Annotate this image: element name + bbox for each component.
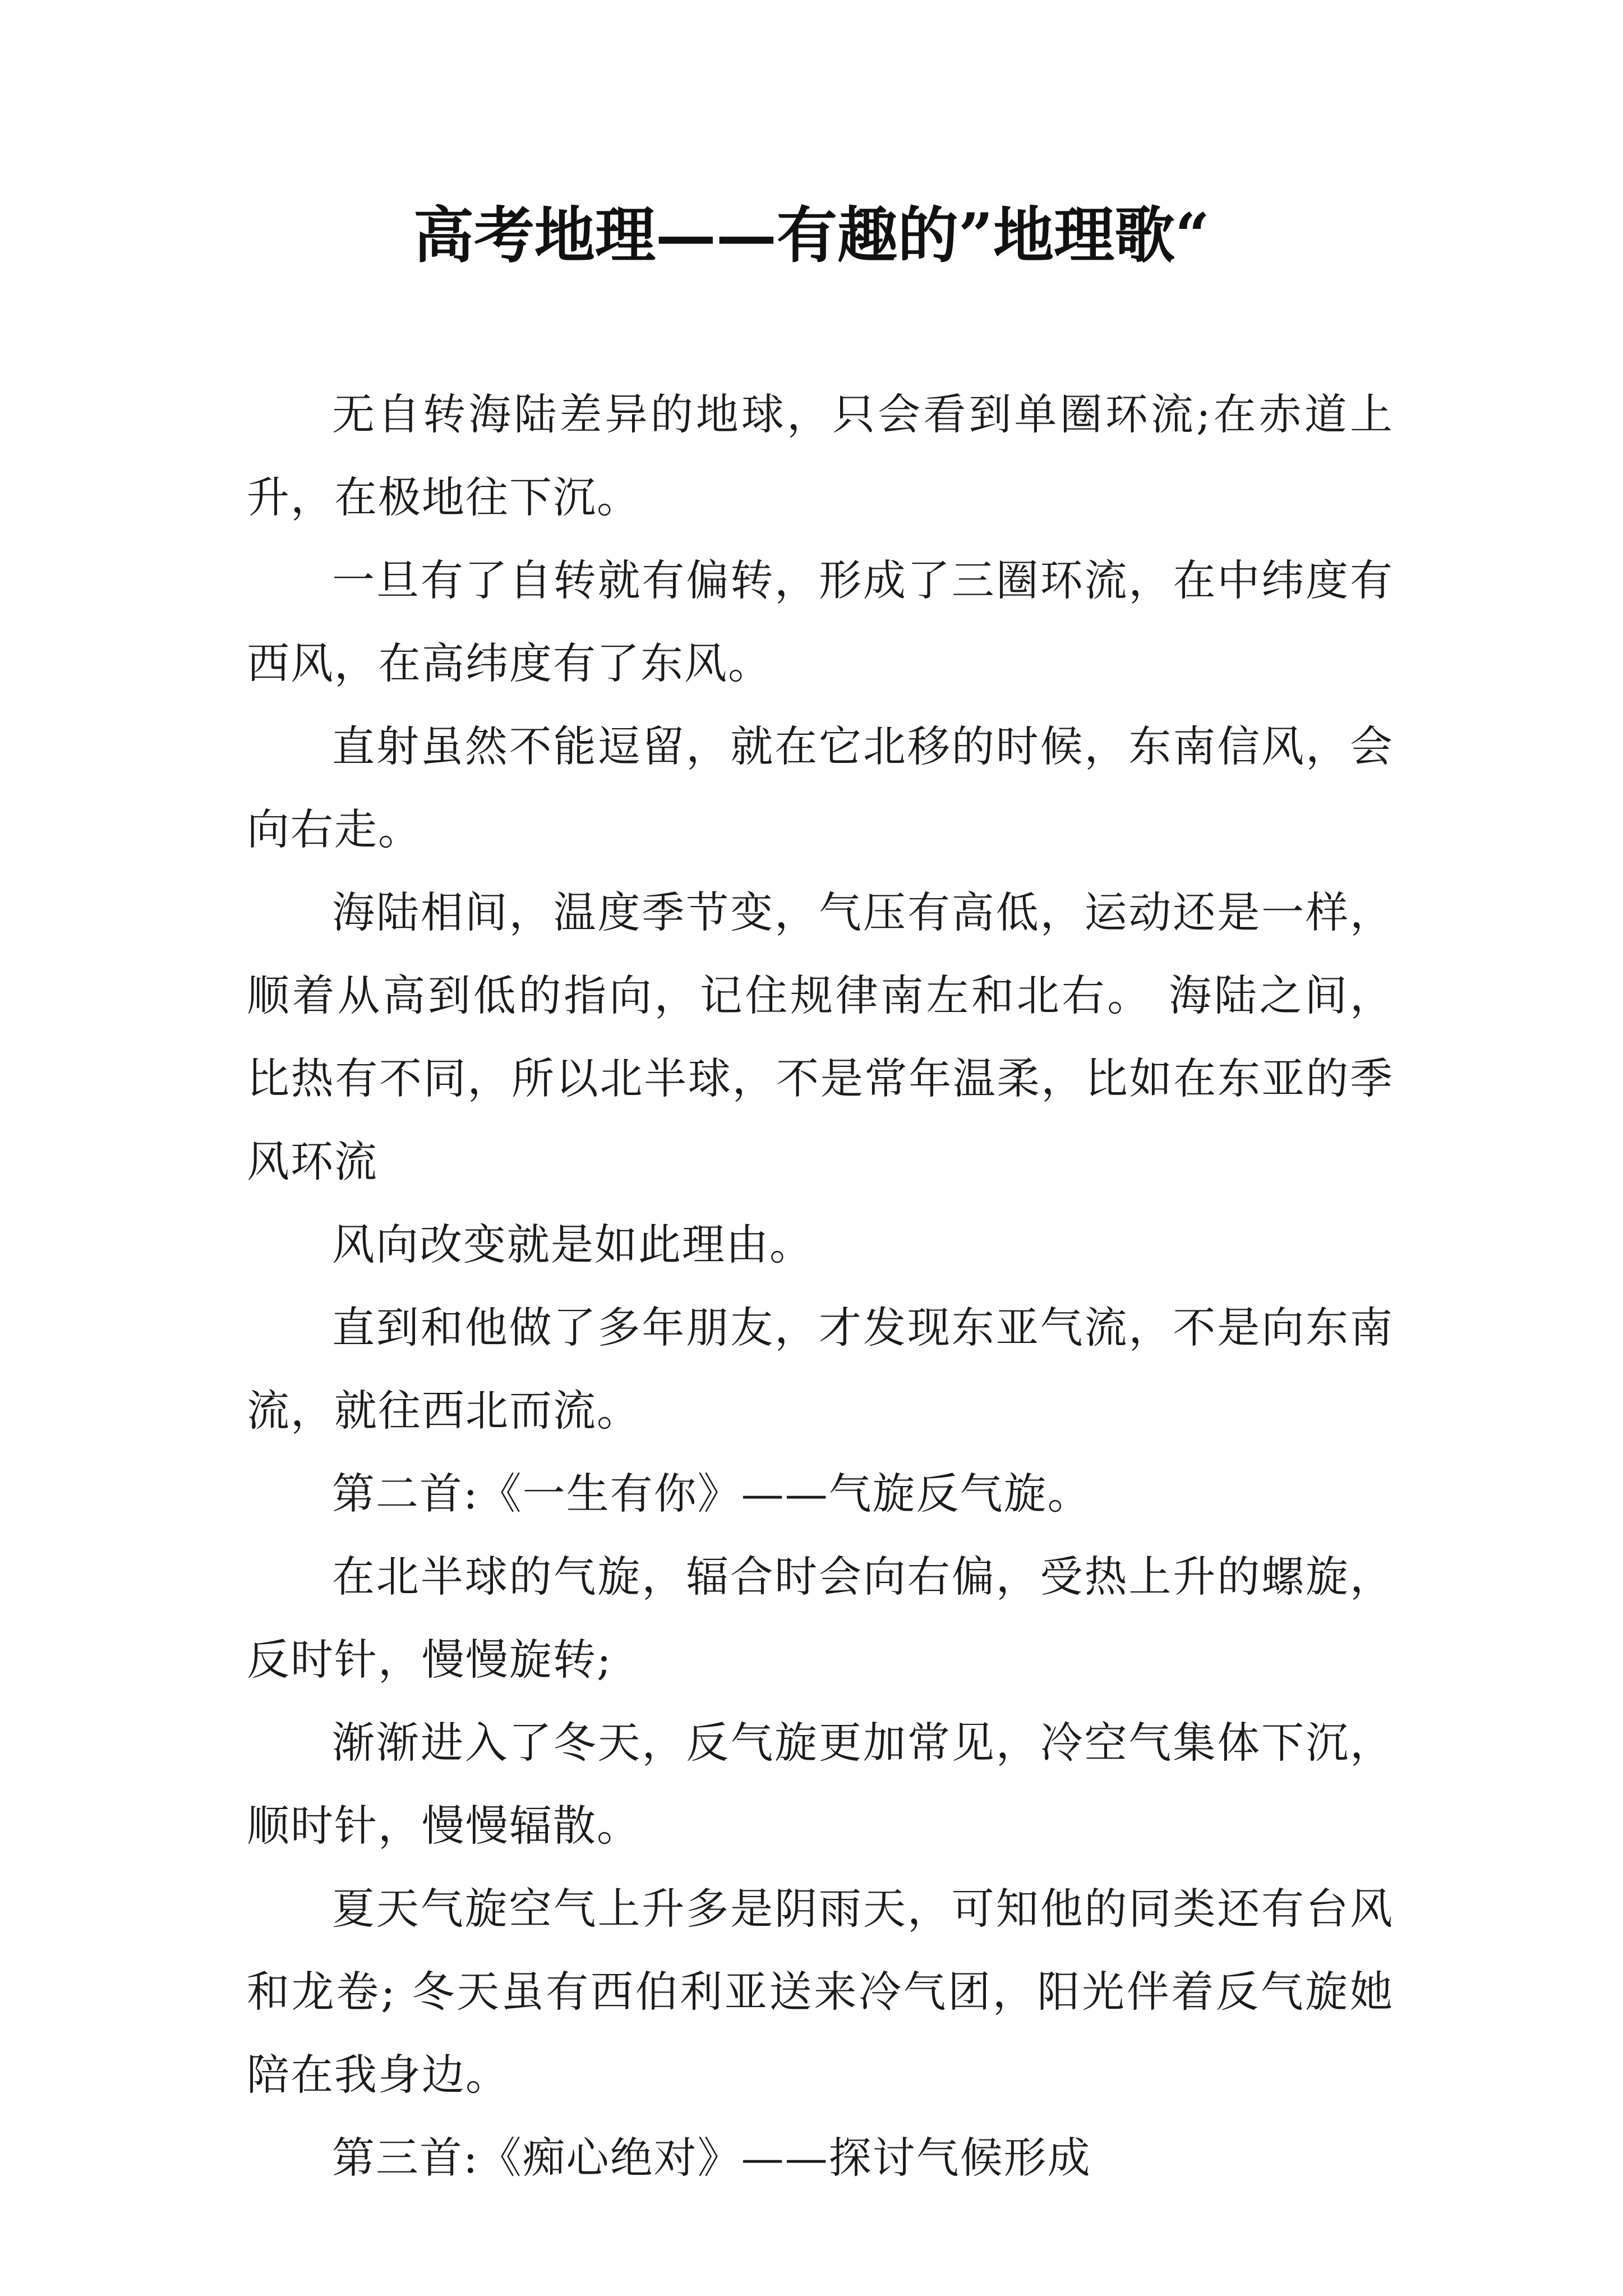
paragraph-9: 渐渐进入了冬天，反气旋更加常见，冷空气集体下沉，顺时针，慢慢辐散。 [247, 1718, 1394, 1851]
paragraph-7: 第二首:《一生有你》——气旋反气旋。 [332, 1469, 1091, 1519]
paragraph-5: 风向改变就是如此理由。 [332, 1220, 813, 1269]
paragraph-3: 直射虽然不能逗留，就在它北移的时候，东南信风，会向右走。 [247, 721, 1394, 854]
paragraph-10: 夏天气旋空气上升多是阴雨天，可知他的同类还有台风和龙卷; 冬天虽有西伯利亚送来冷气团，阳光伴着反气旋她陪在我身边。 [247, 1884, 1394, 2100]
paragraph-6: 直到和他做了多年朋友，才发现东亚气流，不是向东南流，就往西北而流。 [247, 1303, 1394, 1435]
paragraph-11: 第三首:《痴心绝对》——探讨气候形成 [332, 2133, 1091, 2183]
paragraph-8: 在北半球的气旋，辐合时会向右偏，受热上升的螺旋，反时针，慢慢旋转; [247, 1552, 1394, 1685]
document-title: 高考地理——有趣的”地理歌“ [413, 200, 1210, 271]
paragraph-1: 无自转海陆差异的地球，只会看到单圈环流;在赤道上升，在极地往下沉。 [247, 389, 1394, 522]
document-body [247, 373, 1394, 2200]
paragraph-2: 一旦有了自转就有偏转，形成了三圈环流，在中纬度有西风，在高纬度有了东风。 [247, 555, 1394, 688]
paragraph-4: 海陆相间，温度季节变，气压有高低，运动还是一样，顺着从高到低的指向，记住规律南左和北右。 海陆之间，比热有不同，所以北半球，不是常年温柔，比如在东亚的季风环流 [247, 887, 1394, 1186]
